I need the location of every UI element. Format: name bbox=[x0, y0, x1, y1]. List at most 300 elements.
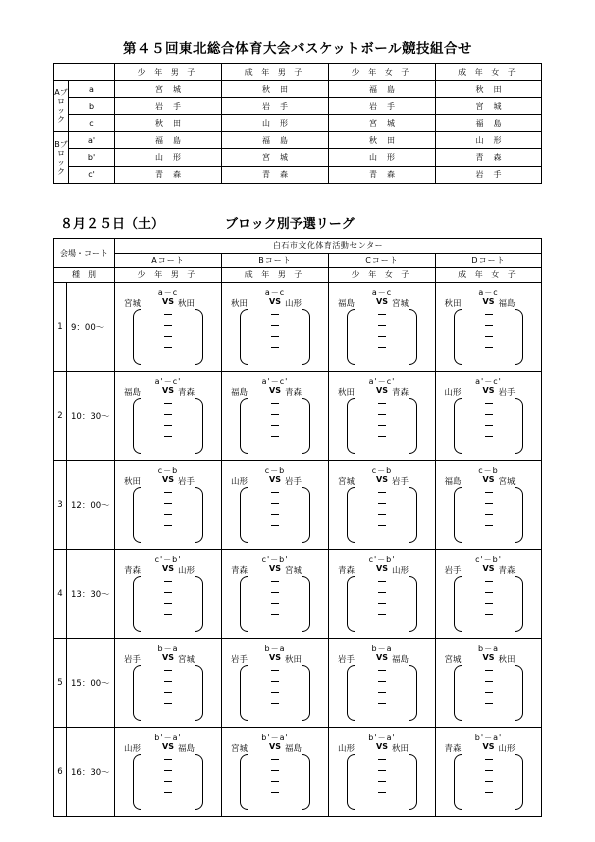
match-label: c'－b' bbox=[261, 554, 289, 564]
score-dash bbox=[485, 770, 493, 771]
slot-label: c bbox=[69, 115, 115, 132]
score-bracket-left bbox=[240, 665, 248, 721]
match-teams bbox=[115, 386, 221, 398]
team-cell: 岩手 bbox=[115, 98, 222, 115]
schedule-category-header: 成 年 女 子 bbox=[436, 268, 542, 283]
away-team: 秋田 bbox=[498, 654, 516, 665]
vs-label: VS bbox=[482, 385, 495, 395]
score-dash bbox=[485, 703, 493, 704]
match-cell bbox=[329, 282, 436, 371]
team-cell: 福島 bbox=[329, 81, 436, 98]
score-dash bbox=[164, 514, 172, 515]
match-teams bbox=[222, 742, 328, 754]
score-dash bbox=[271, 581, 279, 582]
group-row bbox=[54, 115, 542, 132]
vs-label: VS bbox=[269, 474, 281, 484]
score-dash bbox=[485, 581, 493, 582]
home-team: 福島 bbox=[444, 476, 462, 487]
day-heading: ８月２５日（土） bbox=[60, 217, 165, 232]
team-cell: 宮城 bbox=[436, 98, 542, 115]
venue-name: 白石市文化体育活動センター bbox=[115, 239, 542, 254]
score-dash bbox=[271, 336, 279, 337]
score-dash bbox=[271, 770, 279, 771]
score-dash bbox=[271, 703, 279, 704]
match-cell bbox=[115, 460, 222, 549]
match-label: a－c bbox=[264, 287, 286, 297]
match-label: b'－a' bbox=[368, 732, 396, 742]
away-team: 福島 bbox=[498, 298, 516, 309]
score-dash bbox=[485, 436, 493, 437]
score-dash bbox=[485, 525, 493, 526]
vs-label: VS bbox=[162, 563, 174, 573]
score-dash bbox=[485, 670, 493, 671]
score-bracket-right bbox=[515, 576, 523, 632]
match-teams bbox=[329, 297, 435, 309]
score-bracket-left bbox=[133, 665, 141, 721]
slot-number: 2 bbox=[54, 371, 67, 460]
score-bracket-left bbox=[133, 309, 141, 365]
match-block bbox=[222, 728, 328, 816]
score-bracket-left bbox=[240, 754, 248, 810]
team-cell: 秋田 bbox=[222, 81, 329, 98]
match-cell bbox=[329, 549, 436, 638]
time-slot-row bbox=[54, 460, 542, 549]
match-teams bbox=[329, 564, 435, 576]
score-dash bbox=[485, 592, 493, 593]
match-label: b－a bbox=[478, 643, 499, 653]
score-bracket-right bbox=[302, 576, 310, 632]
time-slot-row bbox=[54, 282, 542, 371]
vs-label: VS bbox=[162, 296, 174, 306]
match-block bbox=[222, 461, 328, 549]
match-block bbox=[329, 550, 435, 638]
match-label: a'－c' bbox=[154, 376, 182, 386]
team-cell: 青森 bbox=[115, 166, 222, 183]
away-team: 福島 bbox=[178, 743, 196, 754]
home-team: 青森 bbox=[444, 743, 462, 754]
away-team: 岩手 bbox=[392, 476, 410, 487]
match-label: a'－c' bbox=[261, 376, 289, 386]
match-label: a－c bbox=[371, 287, 393, 297]
score-dash bbox=[378, 759, 386, 760]
score-bracket-right bbox=[409, 665, 417, 721]
score-dash bbox=[164, 670, 172, 671]
score-dash bbox=[164, 503, 172, 504]
score-bracket-right bbox=[515, 398, 523, 454]
match-label: b－a bbox=[371, 643, 393, 653]
vs-label: VS bbox=[376, 563, 388, 573]
score-dash bbox=[164, 492, 172, 493]
team-cell: 青森 bbox=[222, 166, 329, 183]
score-bracket-right bbox=[195, 576, 203, 632]
score-dash bbox=[271, 670, 279, 671]
score-dash bbox=[378, 514, 386, 515]
score-dash bbox=[164, 703, 172, 704]
score-dash bbox=[164, 347, 172, 348]
score-dash bbox=[271, 403, 279, 404]
score-dash bbox=[485, 425, 493, 426]
team-cell: 岩手 bbox=[329, 98, 436, 115]
score-dash bbox=[164, 314, 172, 315]
match-teams bbox=[222, 475, 328, 487]
score-dash bbox=[271, 425, 279, 426]
score-bracket-right bbox=[302, 398, 310, 454]
score-dash bbox=[164, 525, 172, 526]
score-dash bbox=[485, 692, 493, 693]
score-bracket-right bbox=[409, 576, 417, 632]
away-team: 秋田 bbox=[392, 743, 410, 754]
score-dash bbox=[378, 325, 386, 326]
away-team: 青森 bbox=[285, 387, 303, 398]
score-bracket-right bbox=[195, 754, 203, 810]
match-teams bbox=[436, 297, 541, 309]
match-cell bbox=[222, 638, 329, 727]
away-team: 岩手 bbox=[178, 476, 196, 487]
home-team: 秋田 bbox=[124, 476, 142, 487]
score-dash bbox=[485, 759, 493, 760]
score-dash bbox=[164, 759, 172, 760]
score-dash bbox=[164, 681, 172, 682]
home-team: 秋田 bbox=[231, 298, 249, 309]
match-teams bbox=[115, 297, 221, 309]
match-cell bbox=[115, 727, 222, 816]
score-bracket-left bbox=[347, 754, 355, 810]
match-teams bbox=[436, 475, 541, 487]
match-label: b'－a' bbox=[154, 732, 182, 742]
category-header: 種 別 bbox=[54, 268, 115, 283]
match-block bbox=[329, 461, 435, 549]
score-dash bbox=[485, 414, 493, 415]
groups-corner-cell bbox=[54, 64, 115, 81]
match-block bbox=[436, 283, 541, 371]
match-label: c－b bbox=[371, 465, 393, 475]
match-block bbox=[115, 728, 221, 816]
home-team: 宮城 bbox=[444, 654, 462, 665]
score-dash bbox=[271, 603, 279, 604]
score-dash bbox=[378, 614, 386, 615]
groups-table bbox=[53, 63, 542, 184]
match-cell bbox=[436, 727, 542, 816]
match-block bbox=[222, 372, 328, 460]
match-label: c'－b' bbox=[475, 554, 502, 564]
home-team: 宮城 bbox=[124, 298, 142, 309]
score-dash bbox=[378, 603, 386, 604]
score-bracket-left bbox=[133, 754, 141, 810]
match-cell bbox=[329, 638, 436, 727]
away-team: 秋田 bbox=[285, 654, 303, 665]
score-dash bbox=[164, 792, 172, 793]
match-teams bbox=[436, 564, 541, 576]
vs-label: VS bbox=[269, 563, 281, 573]
vs-label: VS bbox=[269, 296, 281, 306]
match-block bbox=[115, 461, 221, 549]
score-dash bbox=[378, 670, 386, 671]
score-bracket-left bbox=[454, 398, 462, 454]
team-cell: 青森 bbox=[329, 166, 436, 183]
time-slot-row bbox=[54, 371, 542, 460]
match-teams bbox=[222, 297, 328, 309]
score-bracket-right bbox=[302, 665, 310, 721]
score-bracket-left bbox=[240, 487, 248, 543]
match-block bbox=[329, 639, 435, 727]
away-team: 青森 bbox=[498, 565, 516, 576]
match-block bbox=[436, 372, 541, 460]
slot-time: 13：30～ bbox=[67, 549, 115, 638]
match-label: b－a bbox=[264, 643, 286, 653]
score-bracket-right bbox=[409, 754, 417, 810]
vs-label: VS bbox=[482, 474, 495, 484]
score-bracket-left bbox=[454, 665, 462, 721]
match-block bbox=[329, 372, 435, 460]
score-dash bbox=[271, 792, 279, 793]
team-cell: 宮城 bbox=[222, 149, 329, 166]
team-cell: 福島 bbox=[115, 132, 222, 149]
venue-court-header: 会場・コート bbox=[54, 239, 115, 268]
away-team: 福島 bbox=[285, 743, 303, 754]
vs-label: VS bbox=[269, 652, 281, 662]
score-dash bbox=[164, 614, 172, 615]
score-dash bbox=[164, 325, 172, 326]
score-bracket-right bbox=[195, 309, 203, 365]
score-dash bbox=[485, 514, 493, 515]
match-teams bbox=[115, 653, 221, 665]
away-team: 山形 bbox=[285, 298, 303, 309]
match-cell bbox=[115, 638, 222, 727]
score-dash bbox=[378, 592, 386, 593]
score-bracket-left bbox=[240, 576, 248, 632]
match-teams bbox=[436, 386, 541, 398]
score-bracket-right bbox=[409, 487, 417, 543]
score-dash bbox=[485, 603, 493, 604]
match-teams bbox=[115, 564, 221, 576]
score-dash bbox=[271, 514, 279, 515]
score-dash bbox=[164, 692, 172, 693]
score-bracket-left bbox=[240, 309, 248, 365]
home-team: 山形 bbox=[231, 476, 249, 487]
match-cell bbox=[115, 549, 222, 638]
home-team: 福島 bbox=[124, 387, 142, 398]
score-dash bbox=[164, 592, 172, 593]
team-cell: 山形 bbox=[115, 149, 222, 166]
score-bracket-left bbox=[240, 398, 248, 454]
match-teams bbox=[222, 386, 328, 398]
home-team: 秋田 bbox=[444, 298, 462, 309]
score-dash bbox=[378, 503, 386, 504]
score-dash bbox=[378, 425, 386, 426]
score-bracket-left bbox=[347, 398, 355, 454]
match-cell bbox=[222, 460, 329, 549]
away-team: 宮城 bbox=[498, 476, 516, 487]
score-bracket-right bbox=[302, 487, 310, 543]
team-cell: 秋田 bbox=[115, 115, 222, 132]
category-header: 少 年 女 子 bbox=[329, 64, 436, 81]
score-dash bbox=[485, 503, 493, 504]
score-dash bbox=[485, 347, 493, 348]
match-label: c－b bbox=[264, 465, 286, 475]
time-slot-row bbox=[54, 727, 542, 816]
team-cell: 青森 bbox=[436, 149, 542, 166]
category-header: 少 年 男 子 bbox=[115, 64, 222, 81]
score-dash bbox=[271, 436, 279, 437]
score-dash bbox=[485, 325, 493, 326]
group-row bbox=[54, 166, 542, 183]
score-dash bbox=[271, 314, 279, 315]
match-teams bbox=[436, 653, 541, 665]
score-bracket-left bbox=[454, 754, 462, 810]
match-teams bbox=[329, 742, 435, 754]
match-label: a－c bbox=[157, 287, 179, 297]
score-bracket-left bbox=[454, 487, 462, 543]
score-bracket-right bbox=[515, 754, 523, 810]
match-block bbox=[115, 372, 221, 460]
score-dash bbox=[164, 425, 172, 426]
score-dash bbox=[271, 614, 279, 615]
match-block bbox=[436, 461, 541, 549]
group-row bbox=[54, 81, 542, 98]
score-dash bbox=[164, 436, 172, 437]
home-team: 山形 bbox=[338, 743, 356, 754]
home-team: 岩手 bbox=[444, 565, 462, 576]
schedule-category-header: 少 年 女 子 bbox=[329, 268, 436, 283]
score-dash bbox=[378, 792, 386, 793]
slot-label: c' bbox=[69, 166, 115, 183]
home-team: 宮城 bbox=[231, 743, 249, 754]
slot-time: 15：00～ bbox=[67, 638, 115, 727]
court-header: Aコート bbox=[115, 253, 222, 268]
away-team: 山形 bbox=[178, 565, 196, 576]
home-team: 福島 bbox=[231, 387, 249, 398]
match-label: c－b bbox=[157, 465, 179, 475]
score-dash bbox=[164, 414, 172, 415]
slot-time: 10：30～ bbox=[67, 371, 115, 460]
group-row bbox=[54, 149, 542, 166]
score-bracket-left bbox=[454, 309, 462, 365]
score-bracket-right bbox=[195, 398, 203, 454]
score-dash bbox=[271, 692, 279, 693]
team-cell: 山形 bbox=[222, 115, 329, 132]
match-block bbox=[329, 283, 435, 371]
score-dash bbox=[378, 314, 386, 315]
score-bracket-left bbox=[347, 576, 355, 632]
vs-label: VS bbox=[482, 741, 495, 751]
match-cell bbox=[329, 460, 436, 549]
category-header: 成 年 男 子 bbox=[222, 64, 329, 81]
team-cell: 福島 bbox=[436, 115, 542, 132]
away-team: 秋田 bbox=[178, 298, 196, 309]
match-block bbox=[222, 639, 328, 727]
match-cell bbox=[436, 549, 542, 638]
match-block bbox=[222, 550, 328, 638]
score-dash bbox=[378, 770, 386, 771]
away-team: 岩手 bbox=[498, 387, 516, 398]
score-bracket-right bbox=[515, 487, 523, 543]
match-teams bbox=[222, 564, 328, 576]
score-dash bbox=[378, 581, 386, 582]
schedule-table bbox=[53, 238, 542, 817]
match-cell bbox=[329, 371, 436, 460]
time-slot-row bbox=[54, 549, 542, 638]
away-team: 宮城 bbox=[178, 654, 196, 665]
score-bracket-left bbox=[454, 576, 462, 632]
score-dash bbox=[271, 347, 279, 348]
match-label: a'－c' bbox=[368, 376, 396, 386]
score-bracket-left bbox=[133, 398, 141, 454]
score-dash bbox=[271, 781, 279, 782]
team-cell: 岩手 bbox=[222, 98, 329, 115]
score-dash bbox=[485, 403, 493, 404]
score-dash bbox=[378, 436, 386, 437]
score-dash bbox=[485, 492, 493, 493]
match-block bbox=[115, 639, 221, 727]
match-cell bbox=[436, 371, 542, 460]
slot-time: 12：00～ bbox=[67, 460, 115, 549]
match-teams bbox=[329, 475, 435, 487]
court-header: Bコート bbox=[222, 253, 329, 268]
vs-label: VS bbox=[162, 474, 174, 484]
match-cell bbox=[436, 282, 542, 371]
score-bracket-right bbox=[195, 487, 203, 543]
slot-label: a' bbox=[69, 132, 115, 149]
score-dash bbox=[271, 525, 279, 526]
score-dash bbox=[164, 336, 172, 337]
match-cell bbox=[222, 727, 329, 816]
match-teams bbox=[222, 653, 328, 665]
match-block bbox=[436, 639, 541, 727]
score-bracket-right bbox=[409, 309, 417, 365]
court-header: Dコート bbox=[436, 253, 542, 268]
match-block bbox=[436, 550, 541, 638]
block-label: Bブロック bbox=[54, 132, 69, 183]
score-dash bbox=[271, 503, 279, 504]
away-team: 岩手 bbox=[285, 476, 303, 487]
match-label: c－b bbox=[478, 465, 499, 475]
home-team: 青森 bbox=[124, 565, 142, 576]
schedule-category-header: 成 年 男 子 bbox=[222, 268, 329, 283]
category-header: 成 年 女 子 bbox=[436, 64, 542, 81]
match-cell bbox=[115, 282, 222, 371]
slot-time: 16：30～ bbox=[67, 727, 115, 816]
slot-number: 6 bbox=[54, 727, 67, 816]
score-dash bbox=[378, 347, 386, 348]
home-team: 山形 bbox=[124, 743, 142, 754]
score-dash bbox=[485, 781, 493, 782]
match-block bbox=[115, 550, 221, 638]
match-cell bbox=[115, 371, 222, 460]
score-bracket-right bbox=[515, 309, 523, 365]
home-team: 岩手 bbox=[124, 654, 142, 665]
group-row bbox=[54, 98, 542, 115]
score-dash bbox=[378, 492, 386, 493]
score-dash bbox=[164, 581, 172, 582]
vs-label: VS bbox=[482, 563, 495, 573]
schedule-category-header: 少 年 男 子 bbox=[115, 268, 222, 283]
score-dash bbox=[271, 759, 279, 760]
score-bracket-right bbox=[195, 665, 203, 721]
score-dash bbox=[164, 770, 172, 771]
home-team: 岩手 bbox=[231, 654, 249, 665]
home-team: 青森 bbox=[338, 565, 356, 576]
match-block bbox=[222, 283, 328, 371]
slot-time: 9：00～ bbox=[67, 282, 115, 371]
score-dash bbox=[485, 681, 493, 682]
team-cell: 秋田 bbox=[436, 81, 542, 98]
team-cell: 秋田 bbox=[329, 132, 436, 149]
match-cell bbox=[222, 549, 329, 638]
home-team: 秋田 bbox=[338, 387, 356, 398]
slot-number: 1 bbox=[54, 282, 67, 371]
vs-label: VS bbox=[482, 652, 495, 662]
vs-label: VS bbox=[162, 652, 174, 662]
